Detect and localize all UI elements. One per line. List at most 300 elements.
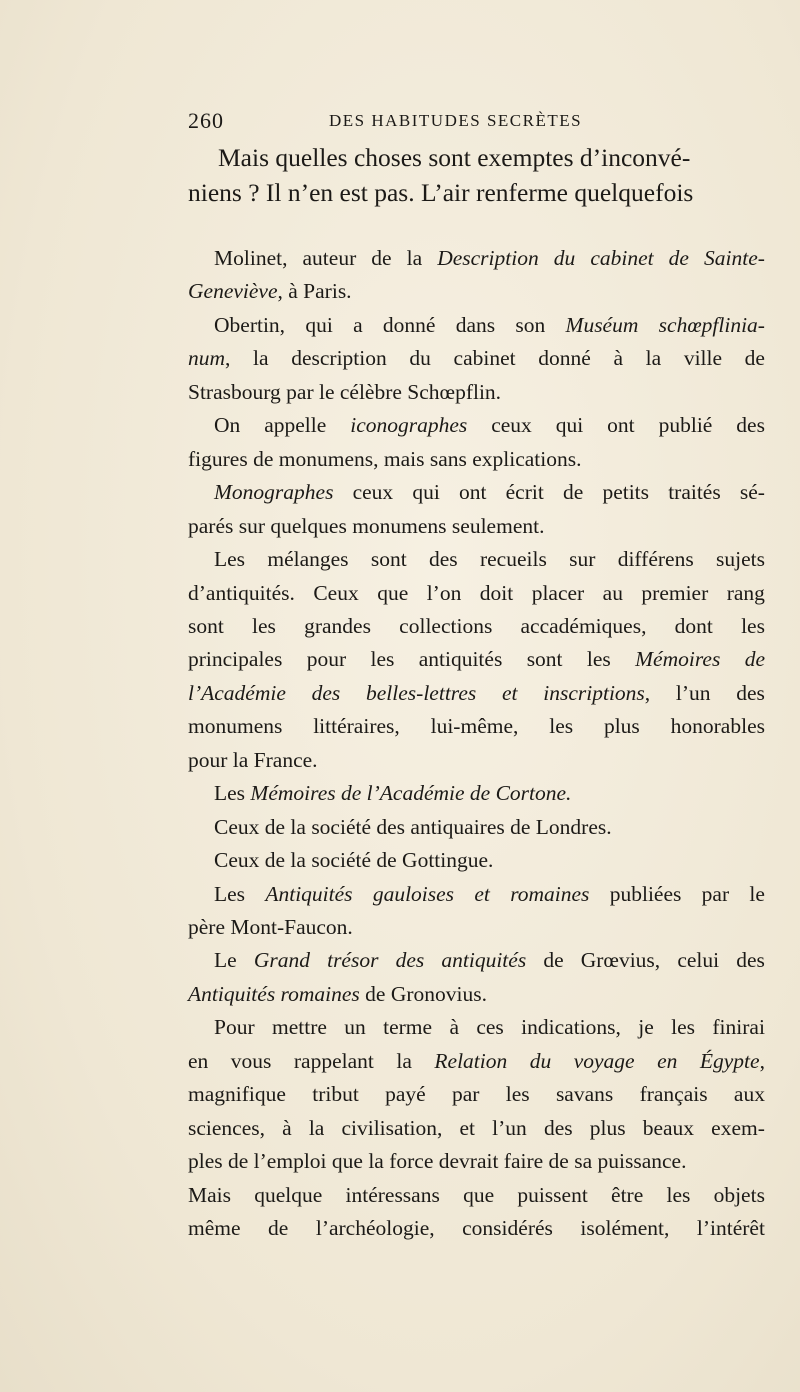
word <box>669 246 689 271</box>
text-run: Les <box>214 881 246 906</box>
word <box>566 313 639 338</box>
text-run: en <box>188 1048 209 1073</box>
word <box>188 1116 265 1141</box>
italic-text: voyage <box>573 1048 635 1073</box>
italic-text: num <box>188 346 226 371</box>
word <box>515 313 545 338</box>
text-run: petits <box>602 480 650 505</box>
italic-text: romaines <box>510 881 590 906</box>
word <box>399 614 492 639</box>
text-run: rang <box>726 580 765 605</box>
word <box>188 647 282 672</box>
word <box>532 581 585 606</box>
word <box>727 581 765 606</box>
word <box>590 1116 626 1141</box>
text-run: , <box>225 346 231 371</box>
word <box>254 948 310 973</box>
page-header <box>188 108 768 136</box>
text-run: plus <box>603 714 640 739</box>
word <box>538 346 591 371</box>
text-run: pour <box>306 647 347 672</box>
text-run: la <box>645 346 662 371</box>
footnote-line <box>188 1116 765 1141</box>
text-run: payé <box>385 1082 426 1107</box>
word <box>373 882 454 907</box>
text-run: collections <box>399 613 493 638</box>
text-run: civilisation, <box>341 1115 443 1140</box>
word <box>604 714 640 739</box>
word <box>429 547 458 572</box>
text-run: puissent <box>517 1182 588 1207</box>
word <box>366 681 476 706</box>
word <box>188 614 224 639</box>
footnote-line <box>188 447 765 472</box>
text-run: exem- <box>711 1115 765 1140</box>
word <box>741 614 765 639</box>
main-text-line: Mais quelles choses sont exemptes d’inconvé- <box>218 143 691 172</box>
text-run: les <box>666 1182 691 1207</box>
word <box>188 1183 231 1208</box>
italic-text: Sainte- <box>704 246 765 270</box>
text-run: Obertin, <box>214 312 286 337</box>
text-run: isolément, <box>580 1216 670 1241</box>
word <box>419 647 503 672</box>
text-run: publié <box>658 413 713 438</box>
text-run: un <box>344 1015 366 1040</box>
word <box>312 681 341 706</box>
text-run: Les <box>214 547 246 572</box>
word <box>214 547 245 572</box>
word <box>214 246 287 271</box>
text-run: sont <box>526 647 563 672</box>
word <box>214 480 333 505</box>
text-run: à <box>613 346 623 371</box>
word <box>563 480 583 505</box>
word <box>188 681 286 706</box>
word <box>700 1049 765 1074</box>
text-run: Ceux <box>313 580 359 605</box>
word <box>303 246 357 271</box>
italic-text: antiquités <box>441 948 527 973</box>
footnote-line <box>214 1015 765 1040</box>
word <box>268 1216 288 1241</box>
italic-text: Antiquités romaines <box>188 981 360 1006</box>
text-run: les <box>370 647 395 672</box>
footnote-line <box>188 380 765 405</box>
text-run: mettre <box>271 1015 327 1040</box>
word <box>396 1049 412 1074</box>
text-run: de <box>371 246 392 270</box>
word <box>491 413 532 438</box>
word <box>313 581 358 606</box>
text-run: auteur <box>302 246 357 270</box>
footnote-line <box>188 714 765 739</box>
footnote-line <box>188 1183 765 1208</box>
word <box>463 1183 494 1208</box>
word <box>530 1049 552 1074</box>
text-run: indications, <box>521 1015 621 1040</box>
text-run: ceux <box>491 413 532 438</box>
word <box>441 948 526 973</box>
word <box>668 480 721 505</box>
text-run: beaux <box>642 1115 695 1140</box>
word <box>346 1183 440 1208</box>
word <box>480 547 547 572</box>
italic-text: de <box>668 246 689 270</box>
text-run: les <box>252 613 276 638</box>
text-run: ont <box>607 413 635 438</box>
word <box>544 1116 573 1141</box>
word <box>291 346 387 371</box>
word <box>618 547 694 572</box>
text-run: aux <box>733 1082 765 1107</box>
word <box>613 346 623 371</box>
word <box>371 246 391 271</box>
italic-text: du <box>529 1048 552 1073</box>
text-run: placer <box>531 580 585 605</box>
text-run: les <box>505 1082 530 1107</box>
text-run: des <box>543 1115 573 1140</box>
text-run: des <box>736 680 765 705</box>
word <box>527 647 563 672</box>
text-run: a <box>353 312 363 337</box>
footnote-line <box>188 346 765 371</box>
text-run: , à Paris. <box>277 279 352 304</box>
text-run: des <box>736 413 765 438</box>
word <box>437 246 539 271</box>
text-run: la <box>253 346 269 371</box>
italic-text: schœpflinia- <box>658 312 765 337</box>
word <box>543 681 650 706</box>
word <box>427 581 462 606</box>
word <box>502 681 518 706</box>
text-run: mélanges <box>267 547 349 572</box>
word <box>640 1082 708 1107</box>
word <box>677 948 719 973</box>
footnote-line <box>188 915 765 940</box>
word <box>712 1015 765 1040</box>
text-run: que <box>463 1182 495 1207</box>
word <box>214 948 237 973</box>
word <box>704 246 765 271</box>
text-run: l’un <box>492 1115 527 1140</box>
text-run: père Mont-Faucon. <box>188 915 353 939</box>
text-run: des <box>428 547 458 572</box>
word <box>492 1116 527 1141</box>
word <box>569 547 595 572</box>
italic-text: du <box>553 246 576 270</box>
word <box>188 346 230 371</box>
word <box>214 1015 255 1040</box>
italic-text: Geneviève <box>188 279 278 304</box>
text-run: de <box>268 1216 289 1241</box>
text-run: plus <box>589 1115 626 1140</box>
word <box>377 581 408 606</box>
text-run: la <box>308 1115 325 1140</box>
text-run: que <box>377 580 409 605</box>
word <box>734 1082 765 1107</box>
word <box>675 614 713 639</box>
word <box>549 714 573 739</box>
word <box>603 581 623 606</box>
text-run: de <box>744 346 765 371</box>
footnote-line <box>188 514 765 539</box>
word <box>659 413 713 438</box>
word <box>294 1049 374 1074</box>
word <box>214 882 245 907</box>
word <box>350 413 467 438</box>
word <box>309 1116 325 1141</box>
text-run: qui <box>412 480 440 505</box>
text-run: ces <box>476 1015 504 1040</box>
italic-text: Mémoires <box>635 647 721 672</box>
word <box>383 1015 432 1040</box>
text-run: Ceux de la société de Gottingue. <box>214 848 494 873</box>
footnote-line <box>214 848 765 873</box>
word <box>581 948 660 973</box>
text-run: de Gronovius. <box>359 981 487 1006</box>
word <box>736 413 765 438</box>
word <box>476 1015 503 1040</box>
italic-text: des <box>311 680 341 705</box>
text-run: sciences, <box>188 1115 266 1140</box>
footnote-line <box>188 1216 765 1241</box>
text-run: dans <box>455 312 496 337</box>
text-run: et <box>459 1115 476 1140</box>
text-run: description <box>291 346 387 371</box>
text-run: lui-même, <box>430 714 519 739</box>
italic-text: trésor <box>327 948 379 973</box>
text-run: Les <box>214 781 251 806</box>
word <box>353 313 363 338</box>
word <box>214 413 240 438</box>
word <box>602 480 649 505</box>
footnote-line <box>214 815 765 840</box>
word <box>307 647 346 672</box>
word <box>506 480 544 505</box>
word <box>272 1015 327 1040</box>
text-run: honorables <box>670 714 765 739</box>
word <box>383 313 436 338</box>
footnote-line <box>188 614 765 639</box>
footnote-line <box>188 1149 765 1174</box>
word <box>697 1216 765 1241</box>
word <box>643 1116 694 1141</box>
italic-text: Antiquités <box>265 881 353 906</box>
italic-text: Mémoires de l’Académie de Cortone. <box>250 781 572 806</box>
word <box>749 882 765 907</box>
word <box>745 346 765 371</box>
text-run: l’intérêt <box>696 1216 765 1241</box>
text-run: grandes <box>304 613 371 638</box>
word <box>474 882 490 907</box>
word <box>344 1015 366 1040</box>
word <box>671 714 765 739</box>
word <box>556 413 583 438</box>
text-run: principales <box>188 647 283 672</box>
word <box>521 1015 621 1040</box>
italic-text: gauloises <box>372 881 455 906</box>
word <box>409 346 431 371</box>
text-run: Le <box>214 948 237 973</box>
text-run: je <box>638 1015 654 1040</box>
text-run: Grœvius, <box>580 948 661 973</box>
italic-text: de <box>744 647 765 672</box>
word <box>480 581 513 606</box>
text-run: sur <box>569 547 596 572</box>
text-run: Ceux de la société des antiquaires de Londres. <box>214 814 612 839</box>
text-run: du <box>409 346 431 371</box>
text-run: ceux <box>352 480 394 505</box>
footnote-line <box>214 313 765 338</box>
word <box>253 346 269 371</box>
page-number: 260 <box>188 108 224 133</box>
text-run: son <box>515 312 546 337</box>
word <box>580 1216 669 1241</box>
word <box>265 882 352 907</box>
word <box>282 1116 292 1141</box>
word <box>231 1049 272 1074</box>
word <box>264 413 326 438</box>
italic-text: et <box>502 680 518 705</box>
text-run: la <box>406 246 423 270</box>
word <box>412 480 439 505</box>
word <box>543 948 563 973</box>
word <box>510 882 589 907</box>
italic-text: des <box>395 948 425 973</box>
word <box>607 413 634 438</box>
text-run: l’archéologie, <box>315 1216 435 1241</box>
text-run: objets <box>713 1182 765 1207</box>
text-run: l’un <box>675 680 711 705</box>
footnote-line <box>214 413 765 438</box>
footnote-line <box>188 581 765 606</box>
text-run: monumens <box>188 714 283 739</box>
text-run: français <box>639 1082 708 1107</box>
word <box>407 246 423 271</box>
text-run: doit <box>479 580 514 605</box>
word <box>554 246 576 271</box>
text-run: les <box>549 714 574 739</box>
word <box>267 547 348 572</box>
word <box>517 1183 587 1208</box>
word <box>736 681 765 706</box>
text-run: qui <box>305 312 333 337</box>
text-run: les <box>741 613 765 638</box>
word <box>313 714 400 739</box>
text-run: des <box>736 948 765 973</box>
text-run: Molinet, <box>214 246 288 270</box>
text-run: intéressans <box>345 1182 440 1207</box>
word <box>611 1183 643 1208</box>
word <box>327 948 378 973</box>
text-run: finirai <box>712 1015 765 1040</box>
word <box>736 948 765 973</box>
text-run: littéraires, <box>313 714 400 739</box>
text-run: l’on <box>426 580 462 605</box>
word <box>684 346 722 371</box>
text-run: cabinet <box>453 346 516 371</box>
running-title: DES HABITUDES SECRÈTES <box>329 111 583 130</box>
text-run: sont <box>370 547 407 572</box>
text-run: sé- <box>739 480 765 505</box>
word <box>188 1049 208 1074</box>
text-run: à <box>282 1115 292 1140</box>
word <box>370 647 394 672</box>
word <box>454 346 516 371</box>
text-run: premier <box>641 580 709 605</box>
text-run: écrit <box>505 480 544 505</box>
text-run: parés sur quelques monumens seulement. <box>188 513 545 538</box>
word <box>449 1015 459 1040</box>
text-run: les <box>586 647 611 672</box>
text-run: rappelant <box>293 1048 374 1073</box>
italic-text: Monographes <box>214 480 334 505</box>
word <box>316 1216 435 1241</box>
text-run: terme <box>383 1015 433 1040</box>
footnote-line <box>214 882 765 907</box>
footnote-line <box>214 547 765 572</box>
word <box>431 714 519 739</box>
word <box>188 1216 241 1241</box>
word <box>666 1183 690 1208</box>
word <box>214 313 285 338</box>
word <box>434 1049 507 1074</box>
word <box>188 714 282 739</box>
footnote-line <box>188 982 765 1007</box>
text-run: , <box>644 680 651 705</box>
italic-text: l’Académie <box>188 680 286 705</box>
word <box>610 882 682 907</box>
text-run: d’antiquités. <box>188 580 295 605</box>
italic-text: Description <box>437 246 539 270</box>
word <box>312 1082 359 1107</box>
text-run: Mais <box>188 1182 231 1207</box>
text-run: ville <box>683 346 723 371</box>
word <box>385 1082 426 1107</box>
word <box>188 581 295 606</box>
italic-text: cabinet <box>590 246 654 270</box>
footnote-line <box>188 1082 765 1107</box>
text-run: celui <box>677 948 720 973</box>
text-run: magnifique <box>188 1082 286 1107</box>
italic-text: Muséum <box>565 312 639 337</box>
text-run: différens <box>617 547 694 572</box>
text-run: la <box>396 1048 412 1073</box>
text-run: sujets <box>716 547 765 572</box>
text-run: qui <box>555 413 584 438</box>
text-run: les <box>671 1015 696 1040</box>
word <box>254 1183 322 1208</box>
footnote-line <box>188 1049 765 1074</box>
word <box>506 1082 530 1107</box>
text-run: de <box>562 480 584 505</box>
text-run: vous <box>230 1048 272 1073</box>
text-run: par <box>701 881 730 906</box>
word <box>641 581 708 606</box>
text-run: au <box>602 580 623 605</box>
footnote-line <box>214 480 765 505</box>
word <box>745 647 765 672</box>
text-run: même <box>188 1216 241 1241</box>
text-run: ples de l’emploi que la force devrait faire de sa puissance. <box>188 1149 687 1174</box>
text-run: accadémiques, <box>520 613 647 638</box>
word <box>702 882 729 907</box>
text-run: pour la France. <box>188 747 318 772</box>
word <box>646 346 662 371</box>
word <box>396 948 425 973</box>
text-run: Strasbourg par le célèbre Schœpflin. <box>188 379 502 404</box>
